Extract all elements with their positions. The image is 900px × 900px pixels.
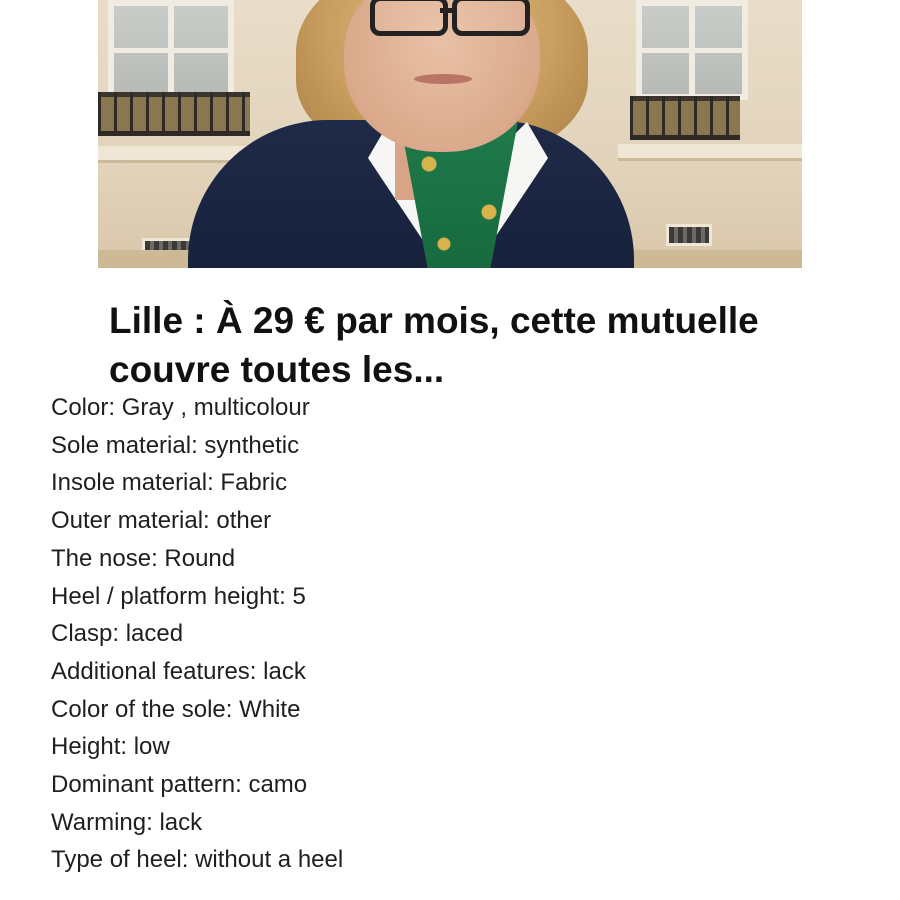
window-right (636, 0, 748, 100)
attribute-sole-color: Color of the sole: White (51, 695, 301, 723)
attribute-heel-type: Type of heel: without a heel (51, 846, 344, 874)
attribute-color: Color: Gray , multicolour (51, 394, 310, 421)
attribute-nose: The nose: Round (51, 544, 236, 572)
glasses-left-lens (370, 0, 448, 36)
glasses-bridge (440, 8, 456, 13)
attribute-warming: Warming: lack (51, 808, 203, 836)
ad-headline[interactable]: Lille : À 29 € par mois, cette mutuelle couvre toutes les... (109, 300, 759, 390)
ad-image[interactable] (98, 0, 802, 268)
product-attributes-list (51, 389, 343, 879)
lips (414, 74, 472, 84)
attribute-additional-features: Additional features: lack (51, 657, 306, 685)
attribute-heel-platform-height: Heel / platform height: 5 (51, 582, 306, 610)
attribute-dominant-pattern: Dominant pattern: camo (51, 771, 308, 799)
attribute-sole-material: Sole material: synthetic (51, 431, 300, 459)
attribute-insole-material: Insole material: Fabric (51, 469, 288, 497)
attribute-height: Height: low (51, 733, 170, 761)
attribute-clasp: Clasp: laced (51, 620, 184, 648)
vent-right (666, 224, 712, 246)
balcony-left (98, 92, 250, 136)
glasses-right-lens (452, 0, 530, 36)
balcony-right (630, 96, 740, 140)
attribute-outer-material: Outer material: other (51, 507, 272, 535)
window-left (108, 0, 234, 100)
ledge-right (618, 144, 802, 158)
